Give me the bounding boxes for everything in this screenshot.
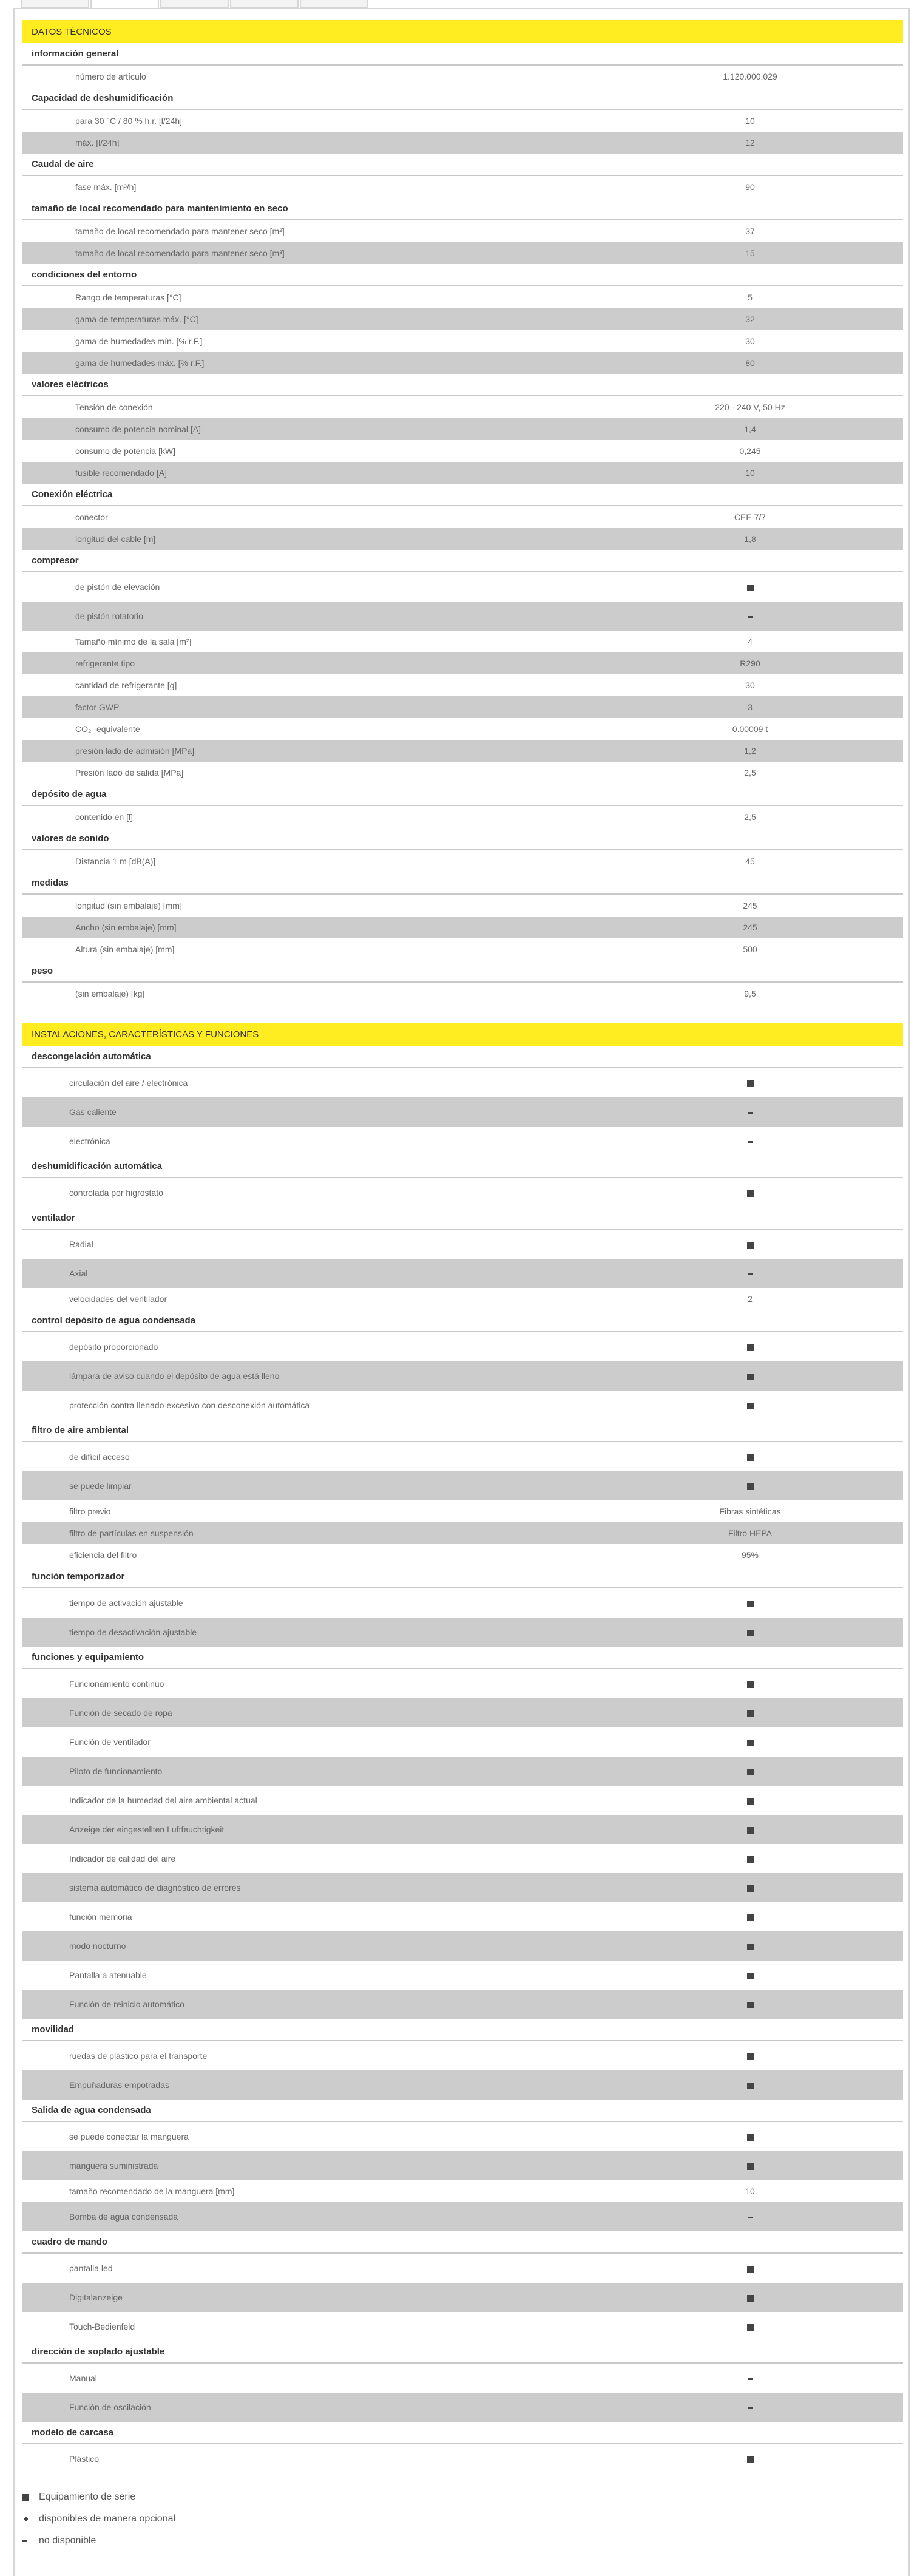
standard-equipment-icon xyxy=(747,1681,754,1688)
row-value-standard xyxy=(641,2080,859,2090)
row-label: Distancia 1 m [dB(A)] xyxy=(75,856,156,866)
row-label: para 30 °C / 80 % h.r. [l/24h] xyxy=(75,116,183,126)
standard-equipment-icon xyxy=(747,1242,754,1249)
row-value: 3 xyxy=(748,702,753,712)
row-label: máx. [l/24h] xyxy=(75,138,120,147)
legend-standard xyxy=(22,2486,325,2508)
row-label: gama de humedades máx. [% r.F.] xyxy=(75,358,205,368)
table-row xyxy=(22,440,903,462)
row-value-standard xyxy=(641,1708,859,1718)
row-value-standard xyxy=(641,1188,859,1198)
row-value: 245 xyxy=(743,923,757,932)
row-label: Tensión de conexión xyxy=(75,402,153,412)
table-row xyxy=(22,762,903,784)
row-label: Indicador de la humedad del aire ambiental actual xyxy=(69,1795,257,1805)
table-row xyxy=(22,850,903,872)
row-label: factor GWP xyxy=(75,702,120,712)
row-label: electrónica xyxy=(69,1136,110,1146)
group-title: peso xyxy=(22,960,903,983)
group-title: movilidad xyxy=(22,2019,903,2041)
row-value: Fibras sintéticas xyxy=(719,1507,781,1516)
group-title: valores de sonido xyxy=(22,828,903,850)
row-label: Bomba de agua condensada xyxy=(69,2212,178,2222)
row-label: Anzeige der eingestellten Luftfeuchtigkeit xyxy=(69,1825,225,1834)
table-row xyxy=(22,132,903,154)
row-value: R290 xyxy=(740,659,760,668)
row-label: Plástico xyxy=(69,2454,100,2464)
group-title: valores eléctricos xyxy=(22,374,903,396)
legend-optional xyxy=(22,2508,325,2530)
row-value-not-available xyxy=(641,2373,859,2383)
row-label: Touch-Bedienfeld xyxy=(69,2322,135,2331)
row-value: 45 xyxy=(745,856,755,866)
row-label: de pistón rotatorio xyxy=(75,611,144,621)
table-row xyxy=(22,1844,903,1873)
table-row xyxy=(22,983,903,1005)
not-available-icon xyxy=(748,1141,753,1143)
not-available-icon xyxy=(22,2540,27,2542)
table-row xyxy=(22,718,903,740)
standard-equipment-icon xyxy=(747,1080,754,1087)
row-value: 245 xyxy=(743,901,757,910)
table-row xyxy=(22,396,903,418)
group-title: deshumidificación automática xyxy=(22,1156,903,1178)
tab-active[interactable] xyxy=(90,0,159,8)
table-row xyxy=(22,1230,903,1259)
table-row xyxy=(22,1902,903,1931)
table-row xyxy=(22,418,903,440)
table-row xyxy=(22,176,903,198)
row-value-standard xyxy=(641,1912,859,1922)
not-available-icon xyxy=(748,616,753,618)
row-value: 15 xyxy=(745,248,755,258)
standard-equipment-icon xyxy=(747,2456,754,2463)
table-row xyxy=(22,1931,903,1961)
row-value: 10 xyxy=(745,468,755,478)
row-label: Función de secado de ropa xyxy=(69,1708,172,1718)
row-value: 0.00009 t xyxy=(732,724,768,734)
table-row xyxy=(22,286,903,308)
row-label: se puede limpiar xyxy=(69,1481,132,1491)
row-value-standard xyxy=(641,1970,859,1980)
row-label: Rango de temperaturas [°C] xyxy=(75,293,181,302)
table-row xyxy=(22,2041,903,2070)
table-row xyxy=(22,242,903,264)
table-row xyxy=(22,330,903,352)
row-value: 10 xyxy=(745,116,755,126)
row-label: Función de oscilación xyxy=(69,2402,151,2412)
not-available-icon xyxy=(748,2407,753,2409)
row-value: 2,5 xyxy=(744,812,756,822)
table-row xyxy=(22,1068,903,1097)
standard-equipment-icon xyxy=(747,1403,754,1409)
not-available-icon xyxy=(748,2378,753,2380)
row-label: manguera suministrada xyxy=(69,2161,158,2171)
row-label: longitud del cable [m] xyxy=(75,534,156,544)
group-title: Caudal de aire xyxy=(22,154,903,176)
not-available-icon xyxy=(748,1112,753,1114)
row-label: longitud (sin embalaje) [mm] xyxy=(75,901,182,910)
legend-standard-label: Equipamiento de serie xyxy=(39,2492,136,2502)
table-row xyxy=(22,2283,903,2312)
table-row xyxy=(22,2444,903,2473)
row-label: cantidad de refrigerante [g] xyxy=(75,680,177,690)
row-value: 9,5 xyxy=(744,989,756,998)
row-label: eficiencia del filtro xyxy=(69,1550,137,1560)
row-value: 1,4 xyxy=(744,424,756,434)
standard-equipment-icon xyxy=(747,2002,754,2008)
row-value: 1.120.000.029 xyxy=(723,72,777,81)
row-value-not-available xyxy=(641,1136,859,1146)
row-value-standard xyxy=(641,2263,859,2273)
standard-equipment-icon xyxy=(747,1856,754,1863)
table-row xyxy=(22,2393,903,2422)
standard-equipment-icon xyxy=(747,2083,754,2089)
standard-equipment-icon xyxy=(747,1483,754,1490)
row-value-standard xyxy=(641,1766,859,1776)
row-label: ruedas de plástico para el transporte xyxy=(69,2051,208,2061)
table-row xyxy=(22,572,903,602)
row-label: pantalla led xyxy=(69,2263,113,2273)
table-row xyxy=(22,1618,903,1647)
standard-equipment-icon xyxy=(747,1944,754,1950)
standard-equipment-icon xyxy=(747,2053,754,2060)
row-label: contenido en [l] xyxy=(75,812,133,822)
row-value-standard xyxy=(641,1400,859,1410)
row-label: Gas caliente xyxy=(69,1107,117,1117)
table-row xyxy=(22,696,903,718)
table-row xyxy=(22,1391,903,1420)
legend-not-available-label: no disponible xyxy=(39,2535,96,2546)
row-label: Empuñaduras empotradas xyxy=(69,2080,169,2090)
table-row xyxy=(22,1288,903,1310)
row-label: (sin embalaje) [kg] xyxy=(75,989,145,998)
standard-equipment-icon xyxy=(747,1769,754,1775)
group-title: dirección de soplado ajustable xyxy=(22,2341,903,2364)
row-label: consumo de potencia nominal [A] xyxy=(75,424,201,434)
row-label: protección contra llenado excesivo con desconexión automática xyxy=(69,1400,310,1410)
row-value: 1,8 xyxy=(744,534,756,544)
row-value-standard xyxy=(641,2161,859,2171)
table-row xyxy=(22,1361,903,1391)
table-row xyxy=(22,1097,903,1127)
row-value-standard xyxy=(641,1999,859,2009)
table-row xyxy=(22,1259,903,1288)
row-value-standard xyxy=(641,1854,859,1863)
row-value-standard xyxy=(641,2051,859,2061)
row-label: de pistón de elevación xyxy=(75,582,160,592)
table-row xyxy=(22,2070,903,2100)
group-title: Capacidad de deshumidificación xyxy=(22,87,903,110)
row-value-standard xyxy=(641,1481,859,1491)
table-row xyxy=(22,2202,903,2231)
group-title: cuadro de mando xyxy=(22,2231,903,2254)
row-value-standard xyxy=(641,582,859,592)
standard-equipment-icon xyxy=(747,1740,754,1746)
table-row xyxy=(22,1757,903,1786)
row-label: sistema automático de diagnóstico de errores xyxy=(69,1883,241,1893)
row-label: modo nocturno xyxy=(69,1941,126,1951)
group-title: medidas xyxy=(22,872,903,895)
table-row xyxy=(22,2312,903,2341)
standard-equipment-icon xyxy=(747,585,754,591)
section-header-features: INSTALACIONES, CARACTERÍSTICAS Y FUNCIONES xyxy=(22,1023,903,1046)
row-value: 220 - 240 V, 50 Hz xyxy=(715,402,785,412)
row-label: presión lado de admisión [MPa] xyxy=(75,746,195,756)
standard-equipment-icon xyxy=(747,1344,754,1351)
row-value: 10 xyxy=(745,2186,755,2196)
row-label: Tamaño mínimo de la sala [m²] xyxy=(75,637,192,646)
tab[interactable] xyxy=(21,0,89,8)
row-label: Pantalla a atenuable xyxy=(69,1970,147,1980)
row-value: 80 xyxy=(745,358,755,368)
row-value-standard xyxy=(641,1342,859,1352)
row-value-standard xyxy=(641,1371,859,1381)
row-value: 12 xyxy=(745,138,755,147)
row-value-not-available xyxy=(641,1107,859,1117)
table-row xyxy=(22,2122,903,2151)
table-row xyxy=(22,895,903,917)
table-row xyxy=(22,506,903,528)
row-value-standard xyxy=(641,1452,859,1462)
table-row xyxy=(22,652,903,674)
row-label: tiempo de activación ajustable xyxy=(69,1598,183,1608)
tab[interactable] xyxy=(300,0,368,8)
legend-not-available xyxy=(22,2530,325,2552)
row-label: Manual xyxy=(69,2373,97,2383)
row-value-standard xyxy=(641,1679,859,1689)
not-available-icon xyxy=(748,1273,753,1275)
row-value-standard xyxy=(641,1078,859,1088)
row-label: tamaño recomendado de la manguera [mm] xyxy=(69,2186,235,2196)
table-row xyxy=(22,631,903,652)
row-value: 30 xyxy=(745,336,755,346)
row-label: refrigerante tipo xyxy=(75,659,135,668)
standard-equipment-icon xyxy=(747,2163,754,2170)
standard-equipment-icon xyxy=(747,2266,754,2273)
group-title: descongelación automática xyxy=(22,1046,903,1068)
row-value: 2 xyxy=(748,1294,753,1304)
row-label: lámpara de aviso cuando el depósito de agua está lleno xyxy=(69,1371,280,1381)
row-label: conector xyxy=(75,512,108,522)
legend xyxy=(22,2486,325,2552)
row-value: 2,5 xyxy=(744,768,756,778)
optional-plus-icon xyxy=(22,2515,30,2523)
row-value: 0,245 xyxy=(739,446,761,456)
row-label: función memoria xyxy=(69,1912,132,1922)
row-label: de difícil acceso xyxy=(69,1452,130,1462)
row-value-standard xyxy=(641,1941,859,1951)
row-value-standard xyxy=(641,1825,859,1834)
row-value: 30 xyxy=(745,680,755,690)
row-label: depósito proporcionado xyxy=(69,1342,158,1352)
row-value-standard xyxy=(641,1795,859,1805)
table-row xyxy=(22,528,903,550)
table-row xyxy=(22,352,903,374)
group-title: condiciones del entorno xyxy=(22,264,903,286)
standard-equipment-icon xyxy=(747,1374,754,1380)
table-row xyxy=(22,1442,903,1471)
standard-equipment-icon xyxy=(747,2324,754,2331)
group-title: tamaño de local recomendado para mantenimiento en seco xyxy=(22,198,903,220)
row-value: Filtro HEPA xyxy=(728,1528,773,1538)
group-title: Salida de agua condensada xyxy=(22,2100,903,2122)
table-row xyxy=(22,938,903,960)
row-label: Piloto de funcionamiento xyxy=(69,1766,163,1776)
row-label: filtro previo xyxy=(69,1507,111,1516)
standard-equipment-icon xyxy=(747,1914,754,1921)
row-label: gama de temperaturas máx. [°C] xyxy=(75,314,198,324)
row-label: Digitalanzeige xyxy=(69,2293,123,2302)
standard-equipment-icon xyxy=(747,1827,754,1834)
row-value-standard xyxy=(641,2322,859,2331)
row-value: CEE 7/7 xyxy=(734,512,766,522)
row-label: CO₂ -equivalente xyxy=(75,724,140,734)
row-value: 5 xyxy=(748,293,753,302)
row-value: 90 xyxy=(745,182,755,192)
row-value-standard xyxy=(641,2132,859,2141)
row-label: controlada por higrostato xyxy=(69,1188,163,1198)
row-value-standard xyxy=(641,2293,859,2302)
standard-equipment-icon xyxy=(747,1630,754,1636)
table-row xyxy=(22,66,903,87)
group-title: Conexión eléctrica xyxy=(22,484,903,506)
group-title: modelo de carcasa xyxy=(22,2422,903,2444)
table-row xyxy=(22,1786,903,1815)
row-label: tamaño de local recomendado para mantener seco [m²] xyxy=(75,226,285,236)
row-label: filtro de partículas en suspensión xyxy=(69,1528,194,1538)
row-value: 500 xyxy=(743,944,757,954)
row-value-standard xyxy=(641,1883,859,1893)
table-row xyxy=(22,2254,903,2283)
row-value-standard xyxy=(641,1239,859,1249)
group-title: control depósito de agua condensada xyxy=(22,1310,903,1332)
table-row xyxy=(22,1332,903,1361)
section-header-tech: DATOS TÉCNICOS xyxy=(22,20,903,43)
standard-equipment-icon xyxy=(747,1710,754,1717)
row-label: tiempo de desactivación ajustable xyxy=(69,1627,197,1637)
table-row xyxy=(22,806,903,828)
tab[interactable] xyxy=(230,0,299,8)
row-value: 95% xyxy=(741,1550,759,1560)
table-row xyxy=(22,1815,903,1844)
table-row xyxy=(22,1522,903,1544)
row-value: 32 xyxy=(745,314,755,324)
group-title: compresor xyxy=(22,550,903,572)
table-row xyxy=(22,1727,903,1757)
standard-equipment-icon xyxy=(22,2494,29,2501)
row-label: Ancho (sin embalaje) [mm] xyxy=(75,923,177,932)
table-row xyxy=(22,110,903,132)
tab-bar xyxy=(21,0,370,8)
group-title: función temporizador xyxy=(22,1566,903,1588)
table-row xyxy=(22,917,903,938)
table-row xyxy=(22,2364,903,2393)
standard-equipment-icon xyxy=(747,1190,754,1197)
table-row xyxy=(22,462,903,484)
group-title: ventilador xyxy=(22,1207,903,1230)
table-row xyxy=(22,1500,903,1522)
row-label: velocidades del ventilador xyxy=(69,1294,167,1304)
table-row xyxy=(22,1471,903,1500)
row-value-not-available xyxy=(641,2212,859,2222)
row-label: Radial xyxy=(69,1239,93,1249)
row-label: circulación del aire / electrónica xyxy=(69,1078,188,1088)
table-row xyxy=(22,1588,903,1618)
spec-content xyxy=(22,20,903,2473)
row-label: Función de reinicio automático xyxy=(69,1999,184,2009)
row-label: Axial xyxy=(69,1269,88,1278)
table-row xyxy=(22,602,903,631)
group-title: depósito de agua xyxy=(22,784,903,806)
group-title: información general xyxy=(22,43,903,66)
row-label: Altura (sin embalaje) [mm] xyxy=(75,944,175,954)
row-value: 4 xyxy=(748,637,753,646)
standard-equipment-icon xyxy=(747,1798,754,1805)
row-label: gama de humedades mín. [% r.F.] xyxy=(75,336,203,346)
row-label: Función de ventilador xyxy=(69,1737,151,1747)
standard-equipment-icon xyxy=(747,1973,754,1979)
table-row xyxy=(22,1544,903,1566)
standard-equipment-icon xyxy=(747,2134,754,2141)
table-row xyxy=(22,674,903,696)
table-row xyxy=(22,1990,903,2019)
row-value-not-available xyxy=(641,1269,859,1278)
table-row xyxy=(22,1873,903,1902)
table-row xyxy=(22,1178,903,1207)
row-label: número de artículo xyxy=(75,72,146,81)
row-label: fase máx. [m³/h] xyxy=(75,182,137,192)
row-label: Indicador de calidad del aire xyxy=(69,1854,176,1863)
standard-equipment-icon xyxy=(747,1601,754,1607)
standard-equipment-icon xyxy=(747,2295,754,2302)
row-value: 1,2 xyxy=(744,746,756,756)
standard-equipment-icon xyxy=(747,1454,754,1461)
tab[interactable] xyxy=(160,0,229,8)
row-value-standard xyxy=(641,1737,859,1747)
table-row xyxy=(22,2180,903,2202)
row-value-standard xyxy=(641,1598,859,1608)
tech-table xyxy=(22,43,903,1005)
table-row xyxy=(22,1669,903,1698)
table-row xyxy=(22,308,903,330)
row-label: Presión lado de salida [MPa] xyxy=(75,768,184,778)
row-value-standard xyxy=(641,1627,859,1637)
legend-optional-label: disponibles de manera opcional xyxy=(39,2513,176,2524)
table-row xyxy=(22,2151,903,2180)
row-label: tamaño de local recomendado para mantener seco [m³] xyxy=(75,248,285,258)
table-row xyxy=(22,1698,903,1727)
table-row xyxy=(22,1961,903,1990)
row-value-standard xyxy=(641,2454,859,2464)
row-label: consumo de potencia [kW] xyxy=(75,446,175,456)
group-title: funciones y equipamiento xyxy=(22,1647,903,1669)
not-available-icon xyxy=(748,2217,753,2218)
row-value: 37 xyxy=(745,226,755,236)
row-label: se puede conectar la manguera xyxy=(69,2132,189,2141)
row-value-not-available xyxy=(641,611,859,621)
standard-equipment-icon xyxy=(747,1885,754,1892)
table-row xyxy=(22,740,903,762)
table-row xyxy=(22,220,903,242)
table-row xyxy=(22,1127,903,1156)
row-label: Funcionamiento continuo xyxy=(69,1679,164,1689)
row-value-not-available xyxy=(641,2402,859,2412)
features-table xyxy=(22,1046,903,2473)
group-title: filtro de aire ambiental xyxy=(22,1420,903,1442)
row-label: fusible recomendado [A] xyxy=(75,468,167,478)
